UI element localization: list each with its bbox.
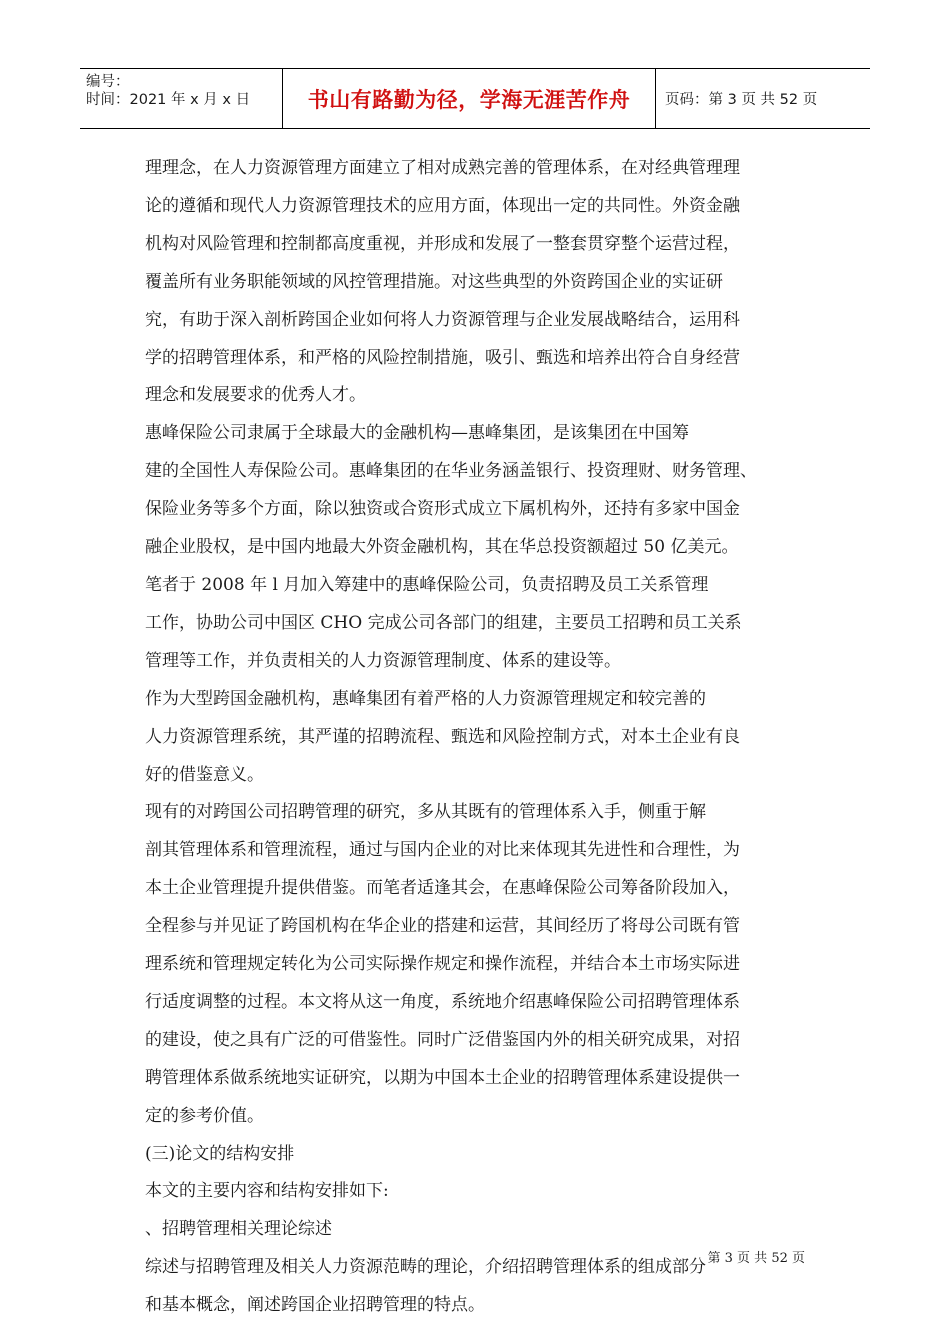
text-line: 理系统和管理规定转化为公司实际操作规定和操作流程，并结合本土市场实际进 — [145, 954, 740, 975]
page-header — [80, 68, 870, 129]
text-line: 笔者于 2008 年 l 月加入筹建中的惠峰保险公司，负责招聘及员工关系管理 — [145, 574, 709, 595]
document-number-label: 编号： — [86, 74, 130, 90]
document-body — [145, 150, 810, 1325]
header-page-code: 页码：第 3 页 共 52 页 — [665, 92, 818, 108]
text-line: 理理念，在人力资源管理方面建立了相对成熟完善的管理体系，在对经典管理理 — [145, 158, 740, 178]
text-line: 全程参与并见证了跨国机构在华企业的搭建和运营，其间经历了将母公司既有管 — [145, 916, 740, 937]
text-line: 综述与招聘管理及相关人力资源范畴的理论，介绍招聘管理体系的组成部分 — [145, 1257, 706, 1278]
text-line: 学的招聘管理体系，和严格的风险控制措施，吸引、甄选和培养出符合自身经营 — [145, 347, 740, 368]
text-line: 工作，协助公司中国区 CHO 完成公司各部门的组建，主要员工招聘和员工关系 — [145, 612, 742, 633]
text-line: 覆盖所有业务职能领域的风控管理措施。对这些典型的外资跨国企业的实证研 — [145, 271, 723, 292]
text-line: 人力资源管理系统，其严谨的招聘流程、甄选和风险控制方式，对本土企业有良 — [145, 726, 740, 747]
section-heading: (三)论文的结构安排 — [145, 1143, 295, 1164]
text-line: 好的借鉴意义。 — [145, 764, 264, 785]
text-line: 和基本概念，阐述跨国企业招聘管理的特点。 — [145, 1295, 485, 1316]
text-line: 聘管理体系做系统地实证研究，以期为中国本土企业的招聘管理体系建设提供一 — [145, 1067, 740, 1088]
header-motto: 书山有路勤为径，学海无涯苦作舟 — [282, 69, 656, 128]
text-line: 定的参考价值。 — [145, 1105, 264, 1126]
text-line: 建的全国性人寿保险公司。惠峰集团的在华业务涵盖银行、投资理财、财务管理、 — [145, 461, 757, 482]
page-footer-number: 第 3 页 共 52 页 — [707, 1251, 805, 1266]
header-meta — [80, 69, 282, 128]
text-line: 机构对风险管理和控制都高度重视，并形成和发展了一整套贯穿整个运营过程， — [145, 233, 740, 254]
text-line: 惠峰保险公司隶属于全球最大的金融机构—惠峰集团，是该集团在中国筹 — [145, 423, 689, 444]
text-line: 现有的对跨国公司招聘管理的研究，多从其既有的管理体系入手，侧重于解 — [145, 802, 706, 823]
text-line: 作为大型跨国金融机构，惠峰集团有着严格的人力资源管理规定和较完善的 — [145, 688, 706, 709]
text-line: 的建设，使之具有广泛的可借鉴性。同时广泛借鉴国内外的相关研究成果，对招 — [145, 1029, 740, 1050]
text-line: 理念和发展要求的优秀人才。 — [145, 385, 366, 406]
document-time: 时间：2021 年 x 月 x 日 — [86, 92, 251, 108]
text-line: 融企业股权，是中国内地最大外资金融机构，其在华总投资额超过 50 亿美元。 — [145, 537, 739, 558]
text-line: 剖其管理体系和管理流程，通过与国内企业的对比来体现其先进性和合理性，为 — [145, 840, 740, 861]
text-line: 管理等工作，并负责相关的人力资源管理制度、体系的建设等。 — [145, 650, 621, 671]
text-line: 行适度调整的过程。本文将从这一角度，系统地介绍惠峰保险公司招聘管理体系 — [145, 991, 740, 1012]
text-line: 保险业务等多个方面，除以独资或合资形式成立下属机构外，还持有多家中国金 — [145, 499, 740, 520]
text-line: 究，有助于深入剖析跨国企业如何将人力资源管理与企业发展战略结合，运用科 — [145, 309, 740, 330]
text-line: 本文的主要内容和结构安排如下: — [145, 1181, 389, 1202]
text-line: 论的遵循和现代人力资源管理技术的应用方面，体现出一定的共同性。外资金融 — [145, 195, 740, 216]
text-line: 本土企业管理提升提供借鉴。而笔者适逢其会，在惠峰保险公司筹备阶段加入， — [145, 878, 740, 899]
list-item-heading: 、招聘管理相关理论综述 — [145, 1219, 332, 1240]
